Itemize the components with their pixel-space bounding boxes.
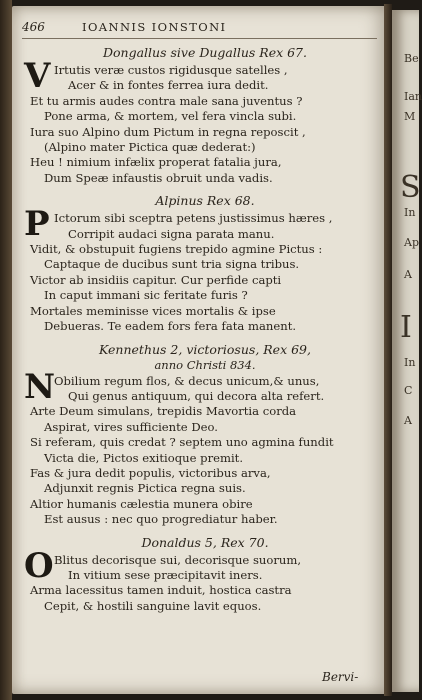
running-header [22, 20, 378, 40]
verse-line [30, 568, 380, 583]
verse-line [30, 140, 380, 155]
next-page-fragment: C [404, 384, 413, 397]
verse-line [30, 319, 380, 334]
verse-line [30, 466, 380, 481]
next-page-fragment: S [400, 170, 421, 205]
verse-line [30, 451, 380, 466]
verse-line [30, 420, 380, 435]
next-page-edge [392, 10, 422, 692]
verse-line [30, 273, 380, 288]
catchword: Bervi- [322, 670, 359, 684]
verse-line [30, 404, 380, 419]
verse-line [30, 304, 380, 319]
verse-line [30, 583, 380, 598]
verse-line [30, 125, 380, 140]
verse-line [30, 288, 380, 303]
page-text [24, 44, 380, 620]
verse-text: Cepit, & hostili sanguine lavit equos. [44, 598, 262, 613]
book-gutter [384, 4, 392, 696]
verse-text: Iura suo Alpino dum Pictum in regna reposcit , [30, 124, 306, 139]
running-title: IOANNIS IONSTONI [82, 20, 227, 34]
poem [24, 341, 380, 528]
book-binding-left [0, 0, 12, 700]
poem-title: Alpinus Rex 68. [155, 193, 255, 209]
verse-text: (Alpino mater Pictica quæ dederat:) [44, 140, 256, 155]
drop-cap: N [24, 366, 56, 407]
next-page-fragment: M [404, 110, 416, 123]
drop-cap: V [24, 56, 51, 96]
verse-line [30, 599, 380, 614]
poem-subtitle: anno Christi 834. [154, 357, 256, 372]
verse-line [30, 171, 380, 186]
verse-line [30, 481, 380, 496]
poem-title: Dongallus sive Dugallus Rex 67. [102, 45, 307, 60]
verse-line [30, 389, 380, 404]
verse-text: Irtutis veræ custos rigidusque satelles , [54, 63, 288, 77]
page-number: 466 [22, 20, 45, 34]
verse-line [30, 257, 380, 272]
next-page-fragment: A [404, 268, 412, 281]
poem [24, 192, 380, 334]
verse-text: Heu ! nimium infælix properat fatalia jura, [30, 155, 282, 170]
next-page-fragment: In [404, 206, 416, 219]
drop-cap: O [24, 545, 54, 586]
verse-line [30, 435, 380, 450]
verse-text: Adjunxit regnis Pictica regna suis. [44, 481, 246, 496]
verse-text: Mortales meminisse vices mortalis & ipse [30, 303, 276, 318]
verse-text: Arte Deum simulans, trepidis Mavortia corda [30, 404, 297, 419]
verse-line [30, 242, 380, 257]
next-page-fragment: A [404, 414, 412, 427]
verse-text: Et tu armis audes contra male sana juventus ? [30, 93, 303, 108]
verse-text: Captaque de ducibus sunt tria signa tribus. [44, 257, 300, 272]
verse-text: In caput immani sic feritate furis ? [44, 288, 248, 303]
verse-text: Altior humanis cælestia munera obire [30, 496, 253, 511]
verse-text: Fas & jura dedit populis, victoribus arva, [30, 465, 271, 480]
poem [24, 534, 380, 615]
verse-line [30, 512, 380, 527]
verse-text: Arma lacessitus tamen induit, hostica castra [30, 583, 292, 598]
verse-text: Obilium regum flos, & decus unicum,& unus, [54, 373, 320, 388]
verse-text: Victa die, Pictos exitioque premit. [44, 450, 244, 465]
verse-text: Blitus decorisque sui, decorisque suorum, [54, 552, 302, 567]
verse-text: Corripit audaci signa parata manu. [68, 226, 275, 241]
header-rule [22, 38, 377, 39]
verse-line [30, 78, 380, 93]
verse-text: Si referam, quis credat ? septem uno agmina fundit [30, 435, 334, 450]
verse-text: Victor ab insidiis capitur. Cur perfide capti [30, 272, 282, 287]
verse-line [30, 497, 380, 512]
verse-line [30, 155, 380, 170]
drop-cap: P [24, 204, 50, 245]
verse-text: Qui genus antiquum, qui decora alta refert. [68, 388, 325, 403]
verse-text: Ictorum sibi sceptra petens justissimus hæres , [54, 211, 333, 226]
verse-line [30, 94, 380, 109]
poem [24, 44, 380, 186]
verse-text: Vidit, & obstupuit fugiens trepido agmine Pictus : [30, 242, 323, 257]
verse-line [30, 227, 380, 242]
poem-title: Kennethus 2, victoriosus, Rex 69, [99, 341, 311, 357]
verse-text: In vitium sese præcipitavit iners. [68, 567, 263, 582]
verse-text: Acer & in fontes ferrea iura dedit. [68, 78, 269, 93]
next-page-fragment: In [404, 356, 416, 369]
next-page-fragment: Ap [404, 236, 419, 249]
verse-text: Debueras. Te eadem fors fera fata manent. [44, 319, 297, 334]
next-page-fragment: Ian [404, 90, 422, 103]
verse-text: Aspirat, vires sufficiente Deo. [44, 419, 218, 434]
next-page-fragment: Be [404, 52, 419, 65]
verse-text: Pone arma, & mortem, vel fera vincla subi. [44, 109, 297, 124]
next-page-fragment: I [400, 310, 412, 345]
verse-text: Dum Speæ infaustis obruit unda vadis. [44, 170, 273, 185]
poem-title: Donaldus 5, Rex 70. [141, 534, 269, 550]
verse-line [30, 109, 380, 124]
verse-text: Est ausus : nec quo progrediatur haber. [44, 512, 278, 527]
